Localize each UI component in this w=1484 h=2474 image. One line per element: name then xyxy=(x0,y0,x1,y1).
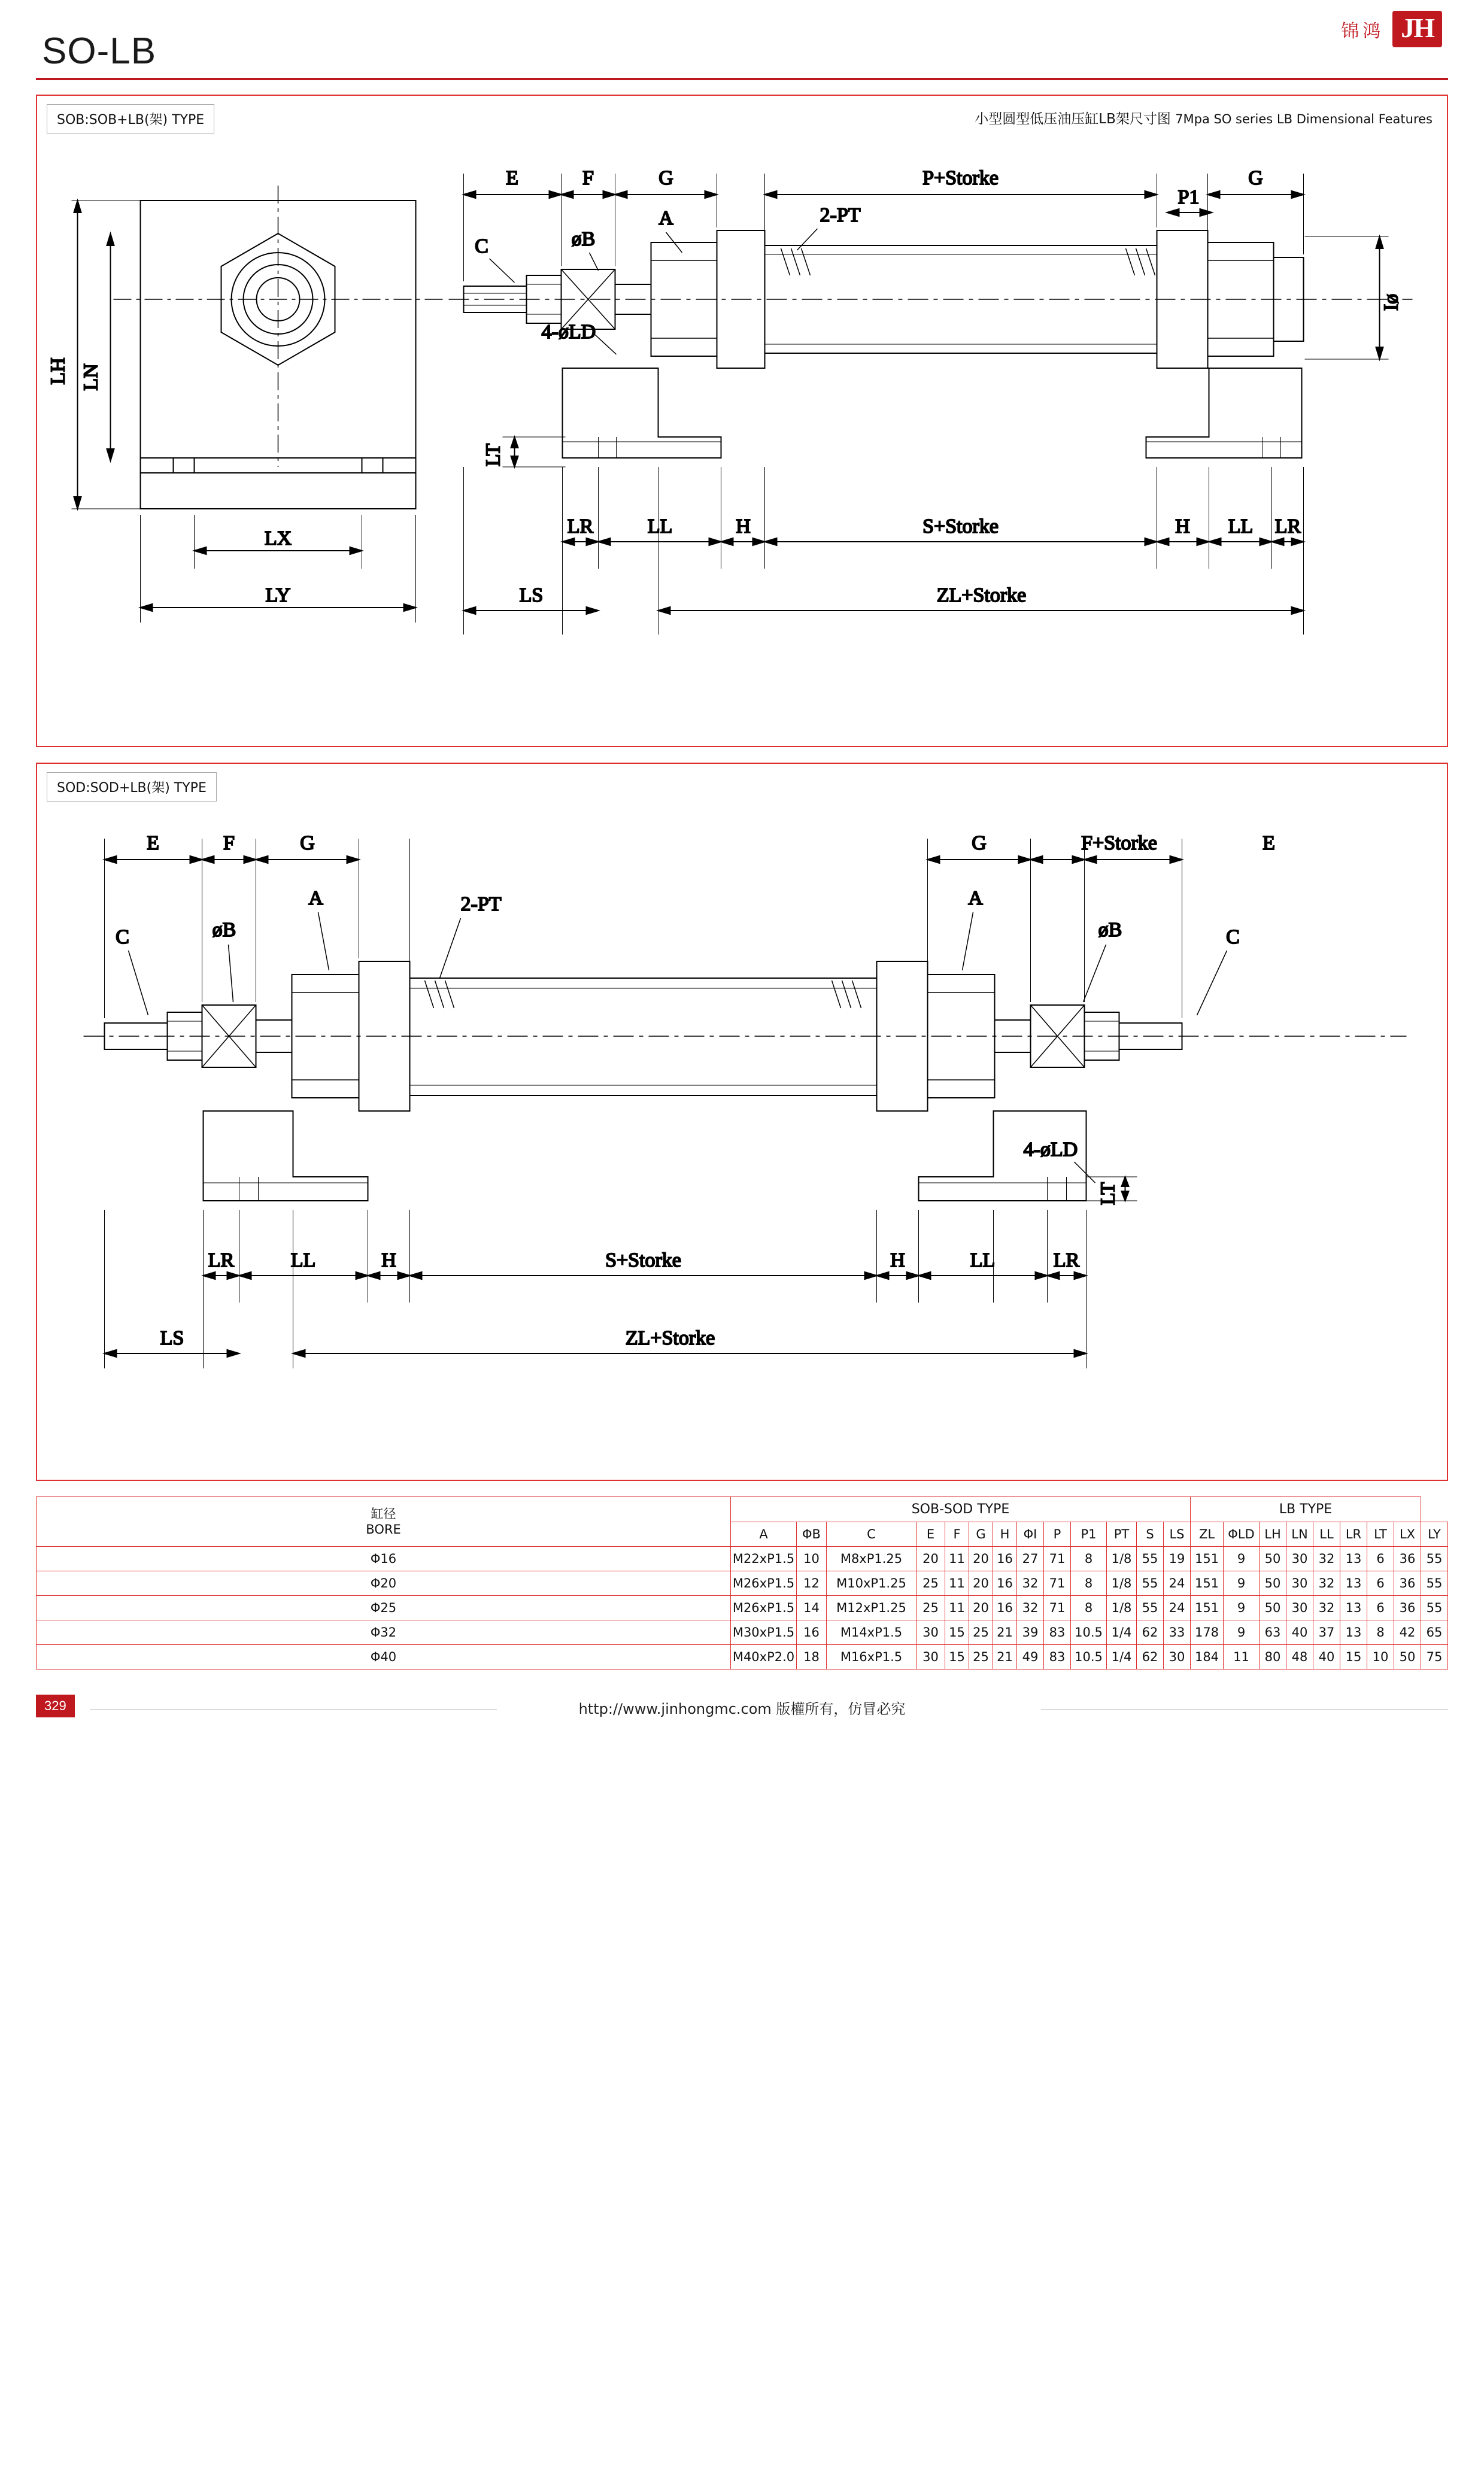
cell-lr: 13 xyxy=(1340,1620,1367,1645)
figure-panel-sod xyxy=(36,763,1448,1481)
col-header-lx: LX xyxy=(1394,1522,1421,1547)
svg-text:H: H xyxy=(736,515,751,538)
table-body xyxy=(37,1547,1448,1669)
svg-text:LL: LL xyxy=(647,515,673,538)
col-header-e: E xyxy=(917,1522,945,1547)
svg-text:H: H xyxy=(381,1249,396,1271)
cell-p1: 8 xyxy=(1071,1547,1107,1571)
cell-a: M30xP1.5 xyxy=(731,1620,797,1645)
cell-phild: 9 xyxy=(1224,1596,1260,1620)
svg-text:E: E xyxy=(147,832,159,854)
svg-text:C: C xyxy=(1226,926,1240,948)
cell-zl: 151 xyxy=(1191,1547,1224,1571)
svg-text:LS: LS xyxy=(519,584,544,606)
svg-text:øB: øB xyxy=(1098,919,1122,941)
cell-g: 25 xyxy=(969,1620,993,1645)
cell-pt: 1/8 xyxy=(1107,1571,1137,1596)
cell-a: M40xP2.0 xyxy=(731,1645,797,1669)
cell-lh: 63 xyxy=(1260,1620,1286,1645)
cell-lh: 50 xyxy=(1260,1547,1286,1571)
cell-g: 25 xyxy=(969,1645,993,1669)
svg-text:LL: LL xyxy=(1228,515,1254,538)
cell-p1: 10.5 xyxy=(1071,1645,1107,1669)
cell-lh: 80 xyxy=(1260,1645,1286,1669)
cell-phild: 11 xyxy=(1224,1645,1260,1669)
cell-s: 55 xyxy=(1137,1571,1164,1596)
panel-caption-en: 7Mpa SO series LB Dimensional Features xyxy=(1175,112,1433,126)
svg-text:LR: LR xyxy=(1053,1249,1080,1271)
col-header-h: H xyxy=(993,1522,1017,1547)
cell-h: 16 xyxy=(993,1547,1017,1571)
cell-pt: 1/8 xyxy=(1107,1596,1137,1620)
brand-logo xyxy=(1341,11,1442,47)
svg-text:F+Storke: F+Storke xyxy=(1081,832,1157,854)
svg-text:LL: LL xyxy=(290,1249,316,1271)
cell-ll: 32 xyxy=(1313,1547,1340,1571)
cell-zl: 178 xyxy=(1191,1620,1224,1645)
cell-h: 16 xyxy=(993,1596,1017,1620)
svg-text:A: A xyxy=(968,887,983,909)
cell-f: 11 xyxy=(945,1596,969,1620)
cell-bore: Φ40 xyxy=(37,1645,731,1669)
cell-g: 20 xyxy=(969,1547,993,1571)
page-footer xyxy=(36,1691,1448,1733)
cell-lr: 13 xyxy=(1340,1596,1367,1620)
cell-s: 62 xyxy=(1137,1645,1164,1669)
svg-text:øB: øB xyxy=(212,919,236,941)
svg-text:LS: LS xyxy=(160,1327,184,1349)
svg-text:øB: øB xyxy=(571,228,596,250)
cell-bore: Φ20 xyxy=(37,1571,731,1596)
page-header xyxy=(36,0,1448,72)
panel-tag-sob: SOB:SOB+LB(架) TYPE xyxy=(47,104,214,133)
dimension-table xyxy=(36,1496,1448,1669)
table-group-header-row xyxy=(37,1497,1448,1522)
svg-text:LR: LR xyxy=(1274,515,1301,538)
col-header-ll: LL xyxy=(1313,1522,1340,1547)
cell-ly: 55 xyxy=(1421,1571,1448,1596)
col-header-p: P xyxy=(1044,1522,1071,1547)
cell-ly: 75 xyxy=(1421,1645,1448,1669)
svg-text:S+Storke: S+Storke xyxy=(605,1249,681,1271)
cell-e: 30 xyxy=(917,1645,945,1669)
svg-text:LR: LR xyxy=(208,1249,235,1271)
cell-phild: 9 xyxy=(1224,1547,1260,1571)
svg-text:LH: LH xyxy=(47,357,69,385)
cell-zl: 151 xyxy=(1191,1571,1224,1596)
table-row xyxy=(37,1547,1448,1571)
cell-ln: 48 xyxy=(1286,1645,1313,1669)
cell-phib: 10 xyxy=(797,1547,827,1571)
cell-s: 55 xyxy=(1137,1596,1164,1620)
col-header-phild: ΦLD xyxy=(1224,1522,1260,1547)
cell-c: M14xP1.5 xyxy=(827,1620,917,1645)
cell-lt: 10 xyxy=(1367,1645,1394,1669)
cell-c: M16xP1.5 xyxy=(827,1645,917,1669)
figure-panel-sob xyxy=(36,95,1448,747)
panel-caption-cn: 小型圆型低压油压缸LB架尺寸图 xyxy=(975,111,1171,127)
cell-h: 21 xyxy=(993,1620,1017,1645)
header-divider xyxy=(36,78,1448,80)
bore-head-en: BORE xyxy=(366,1522,401,1537)
cell-p: 71 xyxy=(1044,1571,1071,1596)
svg-text:LL: LL xyxy=(970,1249,996,1271)
cell-pt: 1/4 xyxy=(1107,1645,1137,1669)
col-header-zl: ZL xyxy=(1191,1522,1224,1547)
cell-f: 11 xyxy=(945,1571,969,1596)
col-header-lt: LT xyxy=(1367,1522,1394,1547)
svg-text:LN: LN xyxy=(80,363,102,391)
cell-phib: 18 xyxy=(797,1645,827,1669)
cell-phii: 32 xyxy=(1017,1571,1044,1596)
cell-g: 20 xyxy=(969,1571,993,1596)
svg-text:G: G xyxy=(300,832,315,854)
col-header-phii: ΦI xyxy=(1017,1522,1044,1547)
cell-phii: 49 xyxy=(1017,1645,1044,1669)
svg-text:E: E xyxy=(1263,832,1275,854)
svg-text:4-øLD: 4-øLD xyxy=(1023,1139,1078,1161)
table-row xyxy=(37,1596,1448,1620)
cell-lx: 36 xyxy=(1394,1596,1421,1620)
cell-p: 71 xyxy=(1044,1596,1071,1620)
svg-text:F: F xyxy=(223,832,235,854)
cell-phild: 9 xyxy=(1224,1571,1260,1596)
svg-text:C: C xyxy=(116,926,129,948)
cell-ll: 37 xyxy=(1313,1620,1340,1645)
col-header-a: A xyxy=(731,1522,797,1547)
panel-tag-sod: SOD:SOD+LB(架) TYPE xyxy=(47,772,217,802)
cell-lr: 13 xyxy=(1340,1571,1367,1596)
cell-bore: Φ25 xyxy=(37,1596,731,1620)
cell-lt: 6 xyxy=(1367,1571,1394,1596)
col-header-f: F xyxy=(945,1522,969,1547)
page-title: SO-LB xyxy=(42,31,157,72)
cell-s: 55 xyxy=(1137,1547,1164,1571)
svg-text:C: C xyxy=(475,235,488,257)
cell-e: 30 xyxy=(917,1620,945,1645)
col-header-g: G xyxy=(969,1522,993,1547)
col-header-ly: LY xyxy=(1421,1522,1448,1547)
col-header-lr: LR xyxy=(1340,1522,1367,1547)
svg-text:LR: LR xyxy=(567,515,594,538)
cell-h: 16 xyxy=(993,1571,1017,1596)
cell-lt: 6 xyxy=(1367,1547,1394,1571)
cell-lx: 36 xyxy=(1394,1547,1421,1571)
svg-text:LT: LT xyxy=(1097,1182,1119,1206)
cell-phii: 32 xyxy=(1017,1596,1044,1620)
table-row xyxy=(37,1620,1448,1645)
svg-text:2-PT: 2-PT xyxy=(460,893,502,915)
col-header-pt: PT xyxy=(1107,1522,1137,1547)
cell-lx: 36 xyxy=(1394,1571,1421,1596)
cell-ly: 65 xyxy=(1421,1620,1448,1645)
svg-text:ZL+Storke: ZL+Storke xyxy=(625,1327,715,1349)
svg-text:4-øLD: 4-øLD xyxy=(541,321,596,343)
cell-p1: 10.5 xyxy=(1071,1620,1107,1645)
cell-e: 25 xyxy=(917,1596,945,1620)
cell-e: 25 xyxy=(917,1571,945,1596)
brand-mark: JH xyxy=(1392,11,1442,47)
cell-a: M26xP1.5 xyxy=(731,1571,797,1596)
cell-lh: 50 xyxy=(1260,1571,1286,1596)
col-header-s: S xyxy=(1137,1522,1164,1547)
cell-ly: 55 xyxy=(1421,1596,1448,1620)
cell-p: 83 xyxy=(1044,1620,1071,1645)
cell-h: 21 xyxy=(993,1645,1017,1669)
svg-text:2-PT: 2-PT xyxy=(820,204,861,226)
svg-text:E: E xyxy=(506,167,518,189)
panel-caption-sob xyxy=(975,108,1433,128)
cell-p: 83 xyxy=(1044,1645,1071,1669)
cell-p1: 8 xyxy=(1071,1571,1107,1596)
cell-lr: 15 xyxy=(1340,1645,1367,1669)
brand-chinese-name: 锦鸿 xyxy=(1341,20,1385,42)
cell-phii: 27 xyxy=(1017,1547,1044,1571)
footer-copyright: http://www.jinhongmc.com 版權所有，仿冒必究 xyxy=(578,1701,906,1717)
bore-head-cn: 缸径 xyxy=(371,1506,396,1521)
col-header-phib: ΦB xyxy=(797,1522,827,1547)
cell-ln: 30 xyxy=(1286,1547,1313,1571)
col-header-ls: LS xyxy=(1164,1522,1191,1547)
cell-a: M26xP1.5 xyxy=(731,1596,797,1620)
cell-f: 11 xyxy=(945,1547,969,1571)
svg-text:A: A xyxy=(308,887,323,909)
cell-lt: 8 xyxy=(1367,1620,1394,1645)
cell-ll: 32 xyxy=(1313,1596,1340,1620)
cell-lx: 50 xyxy=(1394,1645,1421,1669)
svg-text:F: F xyxy=(582,167,594,189)
cell-ls: 30 xyxy=(1164,1645,1191,1669)
cell-p: 71 xyxy=(1044,1547,1071,1571)
cell-ll: 32 xyxy=(1313,1571,1340,1596)
cell-p1: 8 xyxy=(1071,1596,1107,1620)
table-row xyxy=(37,1571,1448,1596)
svg-text:G: G xyxy=(658,167,673,189)
svg-text:LT: LT xyxy=(482,443,505,467)
cell-pt: 1/4 xyxy=(1107,1620,1137,1645)
cell-bore: Φ16 xyxy=(37,1547,731,1571)
col-header-lh: LH xyxy=(1260,1522,1286,1547)
drawing-sob xyxy=(37,96,1447,730)
cell-phib: 12 xyxy=(797,1571,827,1596)
group-header-sob-sod: SOB-SOD TYPE xyxy=(731,1497,1191,1522)
svg-text:P+Storke: P+Storke xyxy=(922,167,999,189)
cell-ln: 40 xyxy=(1286,1620,1313,1645)
cell-pt: 1/8 xyxy=(1107,1547,1137,1571)
cell-lr: 13 xyxy=(1340,1547,1367,1571)
cell-f: 15 xyxy=(945,1645,969,1669)
cell-ls: 33 xyxy=(1164,1620,1191,1645)
cell-ln: 30 xyxy=(1286,1596,1313,1620)
page-number: 329 xyxy=(36,1695,75,1717)
cell-ly: 55 xyxy=(1421,1547,1448,1571)
cell-phib: 14 xyxy=(797,1596,827,1620)
svg-text:S+Storke: S+Storke xyxy=(922,515,999,538)
cell-c: M12xP1.25 xyxy=(827,1596,917,1620)
cell-ls: 24 xyxy=(1164,1571,1191,1596)
cell-g: 20 xyxy=(969,1596,993,1620)
col-header-ln: LN xyxy=(1286,1522,1313,1547)
svg-text:Iø: Iø xyxy=(1380,293,1403,311)
cell-lt: 6 xyxy=(1367,1596,1394,1620)
cell-f: 15 xyxy=(945,1620,969,1645)
cell-lh: 50 xyxy=(1260,1596,1286,1620)
svg-text:H: H xyxy=(890,1249,905,1271)
cell-ln: 30 xyxy=(1286,1571,1313,1596)
cell-bore: Φ32 xyxy=(37,1620,731,1645)
cell-phild: 9 xyxy=(1224,1620,1260,1645)
svg-text:G: G xyxy=(1248,167,1263,189)
cell-zl: 184 xyxy=(1191,1645,1224,1669)
cell-a: M22xP1.5 xyxy=(731,1547,797,1571)
cell-e: 20 xyxy=(917,1547,945,1571)
cell-c: M8xP1.25 xyxy=(827,1547,917,1571)
cell-lx: 42 xyxy=(1394,1620,1421,1645)
cell-ll: 40 xyxy=(1313,1645,1340,1669)
cell-phii: 39 xyxy=(1017,1620,1044,1645)
drawing-sod xyxy=(37,764,1447,1464)
svg-text:ZL+Storke: ZL+Storke xyxy=(936,584,1027,606)
cell-s: 62 xyxy=(1137,1620,1164,1645)
cell-ls: 19 xyxy=(1164,1547,1191,1571)
col-header-bore xyxy=(37,1497,731,1547)
svg-text:A: A xyxy=(658,207,673,229)
svg-text:LY: LY xyxy=(265,584,291,606)
group-header-lb: LB TYPE xyxy=(1191,1497,1421,1522)
col-header-p1: P1 xyxy=(1071,1522,1107,1547)
cell-ls: 24 xyxy=(1164,1596,1191,1620)
cell-zl: 151 xyxy=(1191,1596,1224,1620)
cell-c: M10xP1.25 xyxy=(827,1571,917,1596)
table-row xyxy=(37,1645,1448,1669)
cell-phib: 16 xyxy=(797,1620,827,1645)
svg-text:P1: P1 xyxy=(1178,186,1200,208)
svg-text:H: H xyxy=(1175,515,1190,538)
svg-text:G: G xyxy=(972,832,987,854)
col-header-c: C xyxy=(827,1522,917,1547)
svg-text:LX: LX xyxy=(264,527,292,550)
